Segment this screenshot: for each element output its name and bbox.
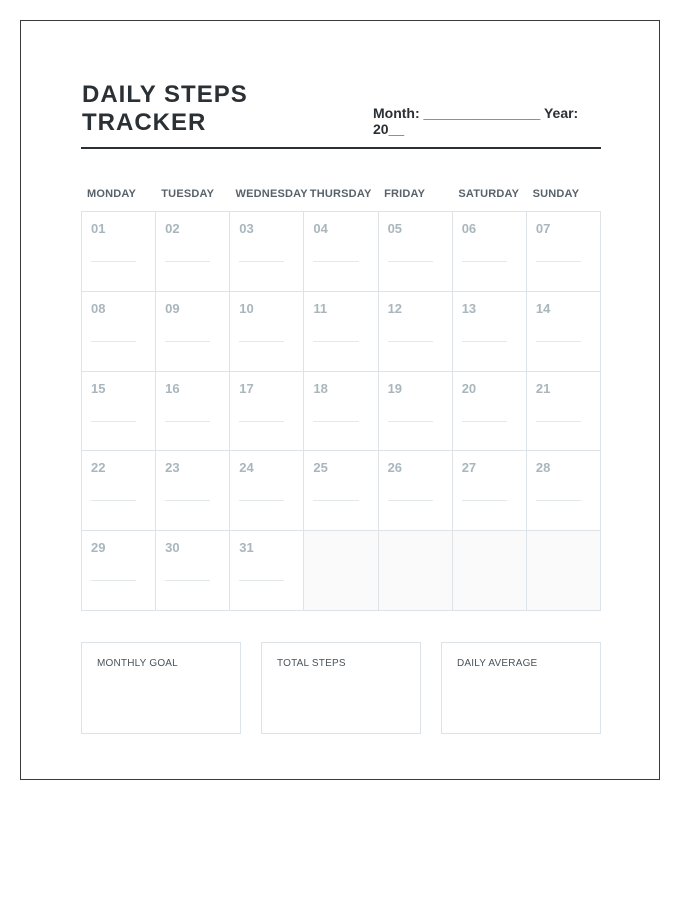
day-number: 04 bbox=[313, 221, 328, 236]
summary-label: DAILY AVERAGE bbox=[457, 658, 538, 669]
day-number: 20 bbox=[461, 380, 477, 396]
day-number: 13 bbox=[461, 300, 477, 316]
steps-entry-line[interactable] bbox=[462, 341, 507, 342]
steps-entry-line[interactable] bbox=[536, 341, 581, 342]
steps-entry-line[interactable] bbox=[239, 341, 284, 342]
day-number: 26 bbox=[387, 460, 403, 476]
steps-entry-line[interactable] bbox=[536, 261, 581, 262]
day-cell[interactable] bbox=[453, 451, 527, 531]
steps-entry-line[interactable] bbox=[536, 421, 581, 422]
page-title bbox=[82, 81, 248, 137]
day-number: 28 bbox=[535, 460, 551, 476]
steps-entry-line[interactable] bbox=[165, 261, 210, 262]
summary-label: TOTAL STEPS bbox=[277, 658, 346, 669]
day-cell[interactable] bbox=[156, 372, 230, 452]
summary-label: MONTHLY GOAL bbox=[97, 658, 178, 669]
month-year-fields bbox=[373, 105, 593, 137]
summary-box-daily-average[interactable] bbox=[441, 642, 601, 734]
year-label: Year: bbox=[543, 105, 579, 121]
month-field[interactable]: Month: _______________ bbox=[373, 105, 541, 121]
steps-entry-line[interactable] bbox=[165, 421, 210, 422]
day-number: 08 bbox=[91, 300, 106, 316]
day-number: 30 bbox=[165, 540, 180, 556]
day-cell[interactable] bbox=[527, 372, 601, 452]
day-number: 09 bbox=[165, 300, 180, 316]
steps-entry-line[interactable] bbox=[313, 341, 358, 342]
day-number: 22 bbox=[91, 460, 106, 476]
day-number: 16 bbox=[165, 380, 180, 396]
day-cell[interactable] bbox=[230, 372, 304, 452]
steps-entry-line[interactable] bbox=[165, 500, 210, 501]
day-number: 19 bbox=[387, 380, 403, 396]
day-cell[interactable] bbox=[453, 372, 527, 452]
steps-entry-line[interactable] bbox=[239, 421, 284, 422]
day-number: 29 bbox=[91, 540, 106, 556]
steps-entry-line[interactable] bbox=[536, 500, 581, 501]
empty-cell bbox=[453, 531, 527, 611]
day-number: 02 bbox=[165, 221, 180, 236]
day-cell[interactable] bbox=[453, 292, 527, 372]
steps-entry-line[interactable] bbox=[91, 261, 136, 262]
day-cell[interactable] bbox=[156, 531, 230, 611]
day-cell[interactable] bbox=[379, 451, 453, 531]
year-field[interactable]: 20__ bbox=[373, 121, 405, 137]
day-number: 17 bbox=[239, 380, 254, 396]
steps-entry-line[interactable] bbox=[313, 261, 358, 262]
weekday-wednesday: WEDNESDAY bbox=[235, 188, 308, 200]
steps-entry-line[interactable] bbox=[462, 500, 507, 501]
header-rule bbox=[81, 147, 601, 149]
day-cell[interactable] bbox=[230, 212, 304, 292]
steps-entry-line[interactable] bbox=[462, 421, 507, 422]
steps-entry-line[interactable] bbox=[91, 421, 136, 422]
day-number: 21 bbox=[535, 380, 551, 396]
day-cell[interactable] bbox=[156, 212, 230, 292]
steps-entry-line[interactable] bbox=[239, 261, 284, 262]
day-cell[interactable] bbox=[156, 292, 230, 372]
day-cell[interactable] bbox=[379, 212, 453, 292]
day-cell[interactable] bbox=[230, 292, 304, 372]
steps-entry-line[interactable] bbox=[462, 261, 507, 262]
weekday-thursday: THURSDAY bbox=[309, 188, 372, 200]
day-number: 15 bbox=[91, 380, 106, 396]
summary-box-monthly-goal[interactable] bbox=[81, 642, 241, 734]
day-cell[interactable] bbox=[230, 451, 304, 531]
empty-cell bbox=[379, 531, 453, 611]
day-cell[interactable] bbox=[82, 531, 156, 611]
steps-entry-line[interactable] bbox=[313, 500, 358, 501]
tracker-sheet bbox=[20, 20, 660, 780]
empty-cell bbox=[527, 531, 601, 611]
steps-entry-line[interactable] bbox=[91, 341, 136, 342]
day-cell[interactable] bbox=[527, 212, 601, 292]
day-number: 14 bbox=[535, 300, 551, 316]
steps-entry-line[interactable] bbox=[91, 580, 136, 581]
day-number: 24 bbox=[239, 460, 254, 476]
day-number: 12 bbox=[387, 300, 403, 316]
steps-entry-line[interactable] bbox=[388, 421, 433, 422]
day-number: 23 bbox=[165, 460, 180, 476]
day-cell[interactable] bbox=[230, 531, 304, 611]
day-number: 10 bbox=[239, 300, 254, 316]
day-number: 25 bbox=[313, 460, 328, 476]
day-cell[interactable] bbox=[527, 292, 601, 372]
day-number: 31 bbox=[239, 540, 254, 556]
day-cell[interactable] bbox=[527, 451, 601, 531]
day-number: 18 bbox=[313, 380, 328, 396]
day-cell[interactable] bbox=[304, 292, 378, 372]
day-cell[interactable] bbox=[453, 212, 527, 292]
summary-boxes bbox=[81, 642, 601, 734]
day-number: 01 bbox=[91, 221, 106, 236]
day-cell[interactable] bbox=[379, 372, 453, 452]
steps-entry-line[interactable] bbox=[388, 500, 433, 501]
steps-entry-line[interactable] bbox=[239, 580, 284, 581]
title-line-1: DAILY STEPS bbox=[82, 81, 248, 108]
day-number: 05 bbox=[387, 221, 403, 236]
weekday-sunday: SUNDAY bbox=[532, 188, 580, 200]
day-number: 06 bbox=[461, 221, 477, 236]
day-cell[interactable] bbox=[82, 372, 156, 452]
steps-entry-line[interactable] bbox=[388, 341, 433, 342]
day-number: 07 bbox=[535, 221, 551, 236]
day-cell[interactable] bbox=[82, 212, 156, 292]
steps-entry-line[interactable] bbox=[388, 261, 433, 262]
summary-box-total-steps[interactable] bbox=[261, 642, 421, 734]
day-number: 27 bbox=[461, 460, 477, 476]
steps-entry-line[interactable] bbox=[165, 580, 210, 581]
weekday-header bbox=[82, 188, 602, 202]
empty-cell bbox=[304, 531, 378, 611]
day-number: 11 bbox=[313, 300, 328, 316]
day-cell[interactable] bbox=[156, 451, 230, 531]
day-number: 03 bbox=[239, 221, 254, 236]
day-cell[interactable] bbox=[82, 292, 156, 372]
steps-entry-line[interactable] bbox=[239, 500, 284, 501]
day-cell[interactable] bbox=[304, 451, 378, 531]
day-cell[interactable] bbox=[379, 292, 453, 372]
day-cell[interactable] bbox=[82, 451, 156, 531]
day-cell[interactable] bbox=[304, 372, 378, 452]
day-cell[interactable] bbox=[304, 212, 378, 292]
title-line-2: TRACKER bbox=[82, 109, 207, 136]
steps-entry-line[interactable] bbox=[91, 500, 136, 501]
steps-entry-line[interactable] bbox=[313, 421, 358, 422]
steps-entry-line[interactable] bbox=[165, 341, 210, 342]
weekday-saturday: SATURDAY bbox=[458, 188, 520, 200]
weekday-friday: FRIDAY bbox=[384, 188, 426, 200]
weekday-monday: MONDAY bbox=[87, 188, 137, 200]
calendar-grid bbox=[81, 211, 601, 611]
weekday-tuesday: TUESDAY bbox=[161, 188, 215, 200]
